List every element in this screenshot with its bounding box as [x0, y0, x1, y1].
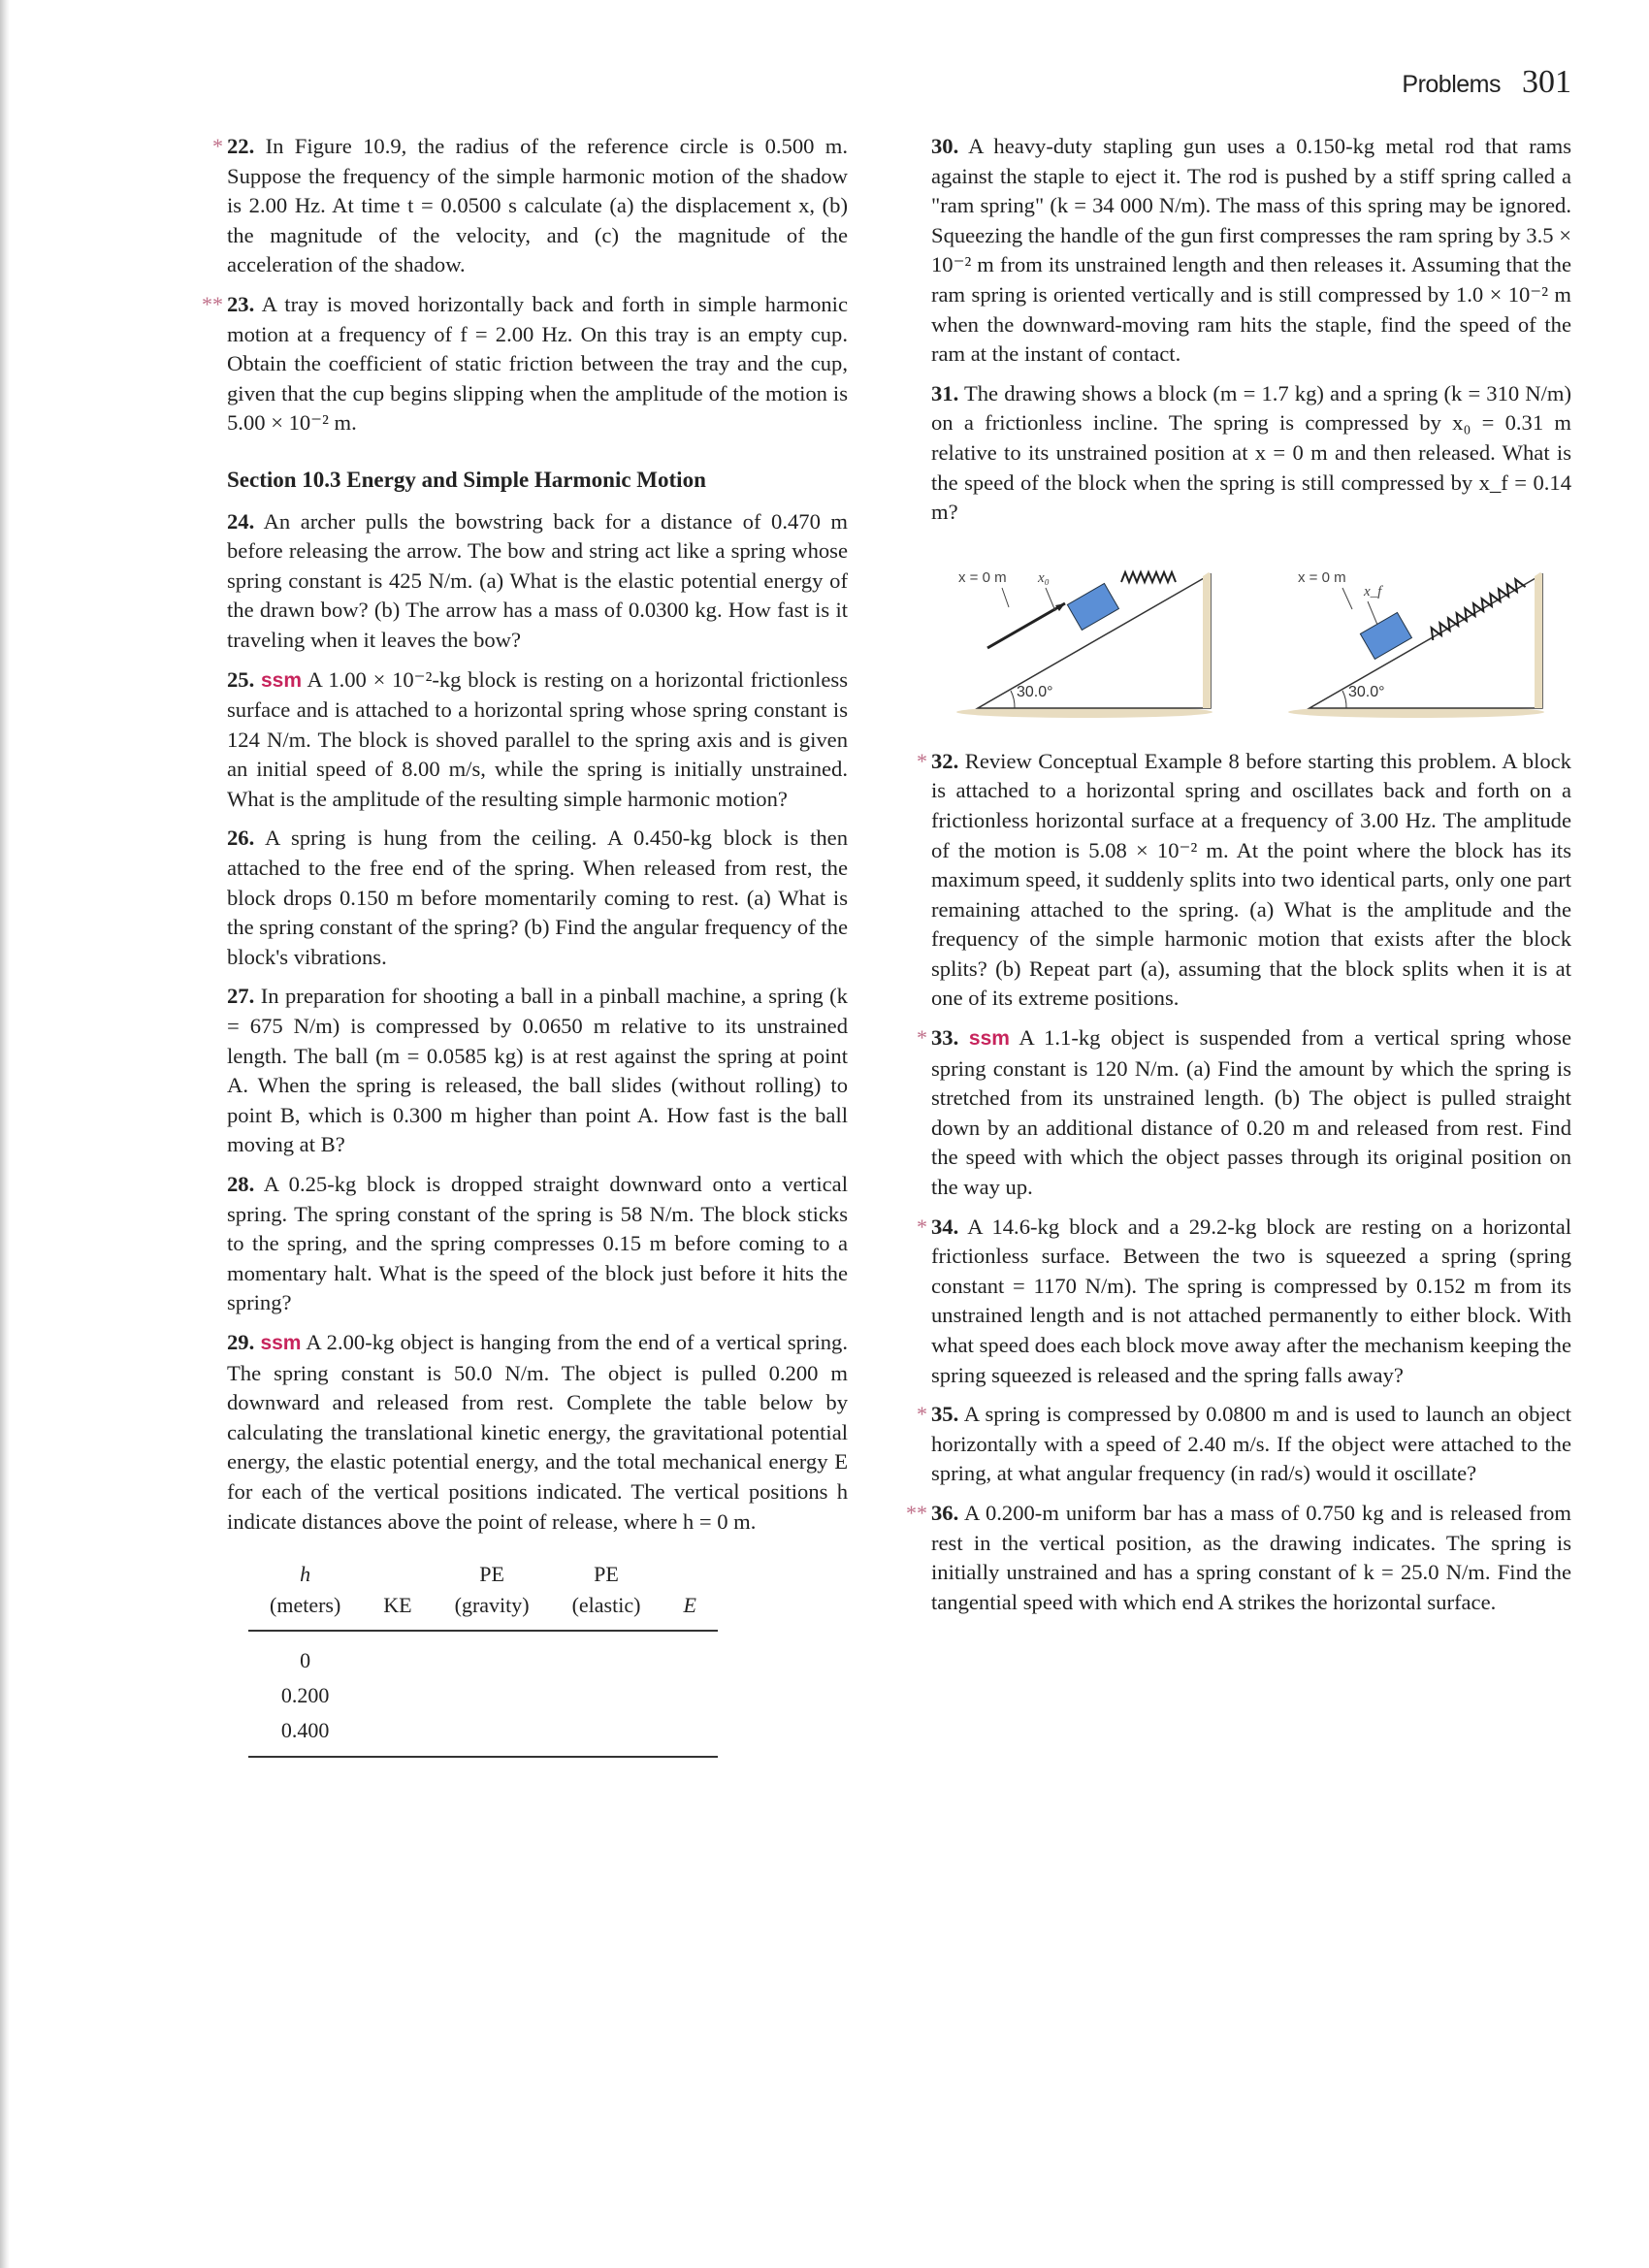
problem-26: [227, 824, 848, 972]
problem-number: 25.: [227, 666, 255, 692]
problem-text: A spring is compressed by 0.0800 m and is used to launch an object horizontally with a speed of 2.40 m/s. If the object were attached to the spring, at what angular frequency (in rad/s) would it oscillate?: [931, 1402, 1571, 1486]
problem-text: A 1.00 × 10⁻²-kg block is resting on a horizontal frictionless surface and is attached to a horizontal spring whose spring constant is 124 N/m. The block is shoved parallel to the spring axis and is given an initial speed of 8.00 m/s, while the spring is initially unstrained. What is the amplitude of the resulting simple harmonic motion?: [227, 666, 848, 811]
header-e: E: [662, 1591, 717, 1631]
problem-number: 33.: [931, 1025, 959, 1051]
header-ke: KE: [362, 1591, 433, 1631]
header-e-blank: [662, 1560, 717, 1591]
spring-icon: [1121, 572, 1176, 582]
angle-label: 30.0°: [1017, 683, 1053, 700]
problem-number: 23.: [227, 291, 255, 316]
x-zero-label: x = 0 m: [1298, 568, 1346, 586]
table-row: [248, 1713, 718, 1757]
ssm-badge: ssm: [260, 1331, 302, 1354]
problem-34: [917, 1213, 1571, 1391]
problem-number: 31.: [931, 380, 959, 405]
table-cell-h: 0: [300, 1648, 311, 1673]
table-row: [248, 1631, 718, 1678]
problem-text: A 2.00-kg object is hanging from the end of a vertical spring. The spring constant is 50.0 N/m. The object is pulled 0.200 m downward and released from rest. Complete the table below by calculating the translational kinetic energy, the gravitational potential energy, the elastic potential energy, and the total mechanical energy E for each of the vertical positions indicated. The vertical positions h indicate distances above the point of release, where h = 0 m.: [227, 1329, 848, 1534]
problem-text: A 0.200-m uniform bar has a mass of 0.750 kg and is released from rest in the vertical position, as the drawing indicates. The spring is initially unstrained and has a spring constant of k = 25.0 N/m. Find the tangential speed with which end A strikes the horizontal surface.: [931, 1500, 1571, 1614]
problem-number: 34.: [931, 1214, 959, 1239]
table-cell-h: 0.400: [248, 1713, 362, 1757]
table-cell-h: 0.200: [280, 1683, 330, 1708]
x0-label: x₀: [1038, 569, 1050, 586]
problem-text: A 14.6-kg block and a 29.2-kg block are resting on a horizontal frictionless surface. Between the two is squeezed a spring (spring constant = 1170 N/m). The spring is compressed by 0.152 m from its unstrained length and is not attached permanently to either block. With what speed does each block move away after the mechanism keeping the spring squeezed is released and the spring falls away?: [931, 1214, 1571, 1387]
problem-number: 30.: [931, 134, 959, 158]
problem-24: [227, 507, 848, 656]
page-edge-shadow: [0, 0, 10, 2268]
difficulty-stars: **: [906, 1500, 927, 1525]
header-gravity: (gravity): [434, 1591, 551, 1631]
x-zero-label: x = 0 m: [958, 568, 1007, 586]
problem-text: In Figure 10.9, the radius of the reference circle is 0.500 m. Suppose the frequency of the simple harmonic motion of the shadow is 2.00 Hz. At time t = 0.0500 s calculate (a) the displacement x, (b) the magnitude of the velocity, and (c) the magnitude of the acceleration of the shadow.: [227, 134, 849, 277]
header-pe-elastic-top: PE: [594, 1562, 619, 1587]
problem-number: 36.: [931, 1500, 959, 1525]
problem-30: [931, 132, 1571, 370]
incline-figure: [949, 553, 1571, 718]
problem-text: A heavy-duty stapling gun uses a 0.150-kg metal rod that rams against the staple to eject it. The rod is pushed by a stiff spring called a "ram spring" (k = 34 000 N/m). The mass of this spring may be ignored. Squeezing the handle of the gun first compresses the ram spring by 3.5 × 10⁻² m from its unstrained length and then releases it. Assuming that the ram spring is oriented vertically and is still compressed by 1.0 × 10⁻² m when the downward-moving ram hits the staple, find the speed of the ram at the instant of contact.: [931, 134, 1571, 367]
energy-table: [248, 1560, 718, 1758]
section-heading: Section 10.3 Energy and Simple Harmonic Motion: [227, 467, 706, 492]
problem-25: [227, 665, 848, 815]
problem-33: [917, 1023, 1571, 1203]
header-h: h: [300, 1562, 311, 1587]
problem-number: 35.: [931, 1402, 959, 1427]
problem-number: 29.: [227, 1329, 255, 1354]
difficulty-stars: *: [212, 134, 223, 158]
block-icon: [1360, 612, 1411, 659]
problem-31: [931, 379, 1571, 528]
difficulty-stars: *: [917, 748, 927, 773]
ssm-badge: ssm: [260, 668, 303, 692]
incline-diagram-initial: [949, 553, 1220, 718]
problem-28: [227, 1170, 848, 1318]
angle-label: 30.0°: [1348, 683, 1385, 700]
motion-arrow: [987, 603, 1065, 648]
problem-number: 26.: [227, 826, 255, 851]
section-title: Problems: [1402, 71, 1501, 98]
difficulty-stars: *: [917, 1214, 927, 1239]
block-icon: [1067, 583, 1118, 630]
problem-32: [917, 747, 1571, 1014]
problem-number: 27.: [227, 984, 255, 1009]
problem-number: 24.: [227, 508, 255, 534]
difficulty-stars: *: [917, 1025, 927, 1051]
left-column: [202, 132, 849, 1758]
header-pe-gravity-top: PE: [479, 1562, 504, 1587]
problem-36: [906, 1499, 1571, 1617]
problem-number: 22.: [227, 134, 255, 158]
problem-35: [917, 1400, 1571, 1489]
page-number: 301: [1522, 64, 1571, 100]
problem-text: A 0.25-kg block is dropped straight downward onto a vertical spring. The spring constant of the spring is 58 N/m. The block sticks to the spring, and the spring compresses 0.15 m before coming to a momentary halt. What is the speed of the block just before it hits the spring?: [227, 1172, 848, 1315]
problem-23: [202, 290, 848, 438]
problem-text: An archer pulls the bowstring back for a distance of 0.470 m before releasing the arrow. The bow and string act like a spring whose spring constant is 425 N/m. (a) What is the elastic potential energy of the drawn bow? (b) The arrow has a mass of 0.0300 kg. How fast is it traveling when it leaves the bow?: [227, 508, 849, 652]
right-column: [906, 132, 1571, 1627]
header-ke-blank: [362, 1560, 433, 1591]
problem-text: A 1.1-kg object is suspended from a vertical spring whose spring constant is 120 N/m. (a) Find the amount by which the spring is stretched from its unstrained length. (b) The object is pulled straight down by an additional distance of 0.20 m and released from rest. Find the speed with which the object passes through its original position on the way up.: [931, 1025, 1571, 1200]
incline-diagram-final: [1280, 553, 1552, 718]
problem-text: In preparation for shooting a ball in a pinball machine, a spring (k = 675 N/m) is compressed by 0.0650 m relative to its unstrained length. The ball (m = 0.0585 kg) is at rest against the spring at point A. When the spring is released, the ball slides (without rolling) to point B, which is 0.300 m higher than point A. How fast is the ball moving at B?: [227, 984, 848, 1157]
header-meters: (meters): [248, 1591, 362, 1631]
difficulty-stars: **: [202, 291, 223, 316]
running-header: [1402, 64, 1571, 101]
problem-number: 32.: [931, 748, 959, 773]
problem-text: The drawing shows a block (m = 1.7 kg) and a spring (k = 310 N/m) on a frictionless incline. The spring is compressed by x₀ = 0.31 m relative to its unstrained position at x = 0 m and then released. What is the speed of the block when the spring is still compressed by x_f = 0.14 m?: [931, 380, 1571, 525]
problem-number: 28.: [227, 1172, 255, 1196]
problem-27: [227, 982, 848, 1160]
problem-29: [227, 1328, 848, 1537]
problem-text: A spring is hung from the ceiling. A 0.450-kg block is then attached to the free end of the spring. When released from rest, the block drops 0.150 m before momentarily coming to rest. (a) What is the spring constant of the spring? (b) Find the angular frequency of the block's vibrations.: [227, 826, 848, 969]
problem-text: A tray is moved horizontally back and forth in simple harmonic motion at a frequency of f = 2.00 Hz. On this tray is an empty cup. Obtain the coefficient of static friction between the tray and the cup, given that the cup begins slipping when the amplitude of the motion is 5.00 × 10⁻² m.: [227, 291, 848, 436]
problem-22: [212, 132, 849, 280]
xf-label: x_f: [1364, 583, 1382, 599]
table-row: [248, 1678, 718, 1713]
header-elastic: (elastic): [551, 1591, 663, 1631]
difficulty-stars: *: [917, 1402, 927, 1427]
ssm-badge: ssm: [968, 1027, 1010, 1051]
problem-text: Review Conceptual Example 8 before starting this problem. A block is attached to a horizontal spring and oscillates back and forth on a frictionless horizontal surface at a frequency of 3.00 Hz. The amplitude of the motion is 5.08 × 10⁻² m. At the point where the block has its maximum speed, it suddenly splits into two identical parts, only one part remaining attached to the spring. (a) What is the amplitude and the frequency of the simple harmonic motion that exists after the block splits? (b) Repeat part (a), assuming that the block splits when it is at one of its extreme positions.: [931, 748, 1571, 1011]
